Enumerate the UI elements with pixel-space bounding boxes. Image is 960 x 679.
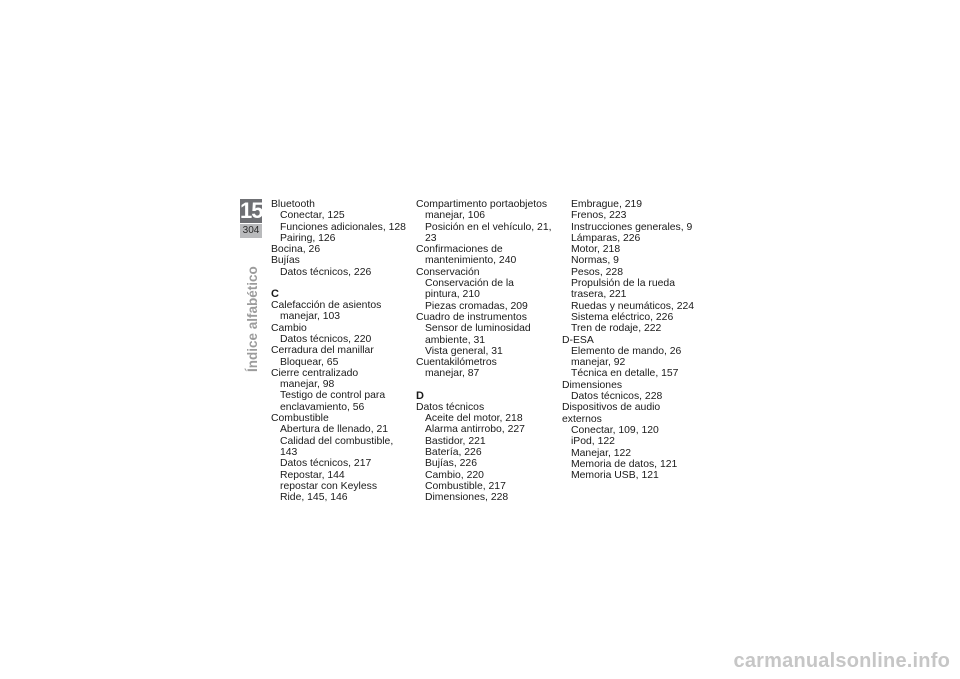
index-subentry: Lámparas, 226 xyxy=(571,232,641,244)
index-subentry: Elemento de mando, 26 xyxy=(571,345,682,357)
index-subentry: iPod, 122 xyxy=(571,436,615,448)
index-subentry: Conservación de la xyxy=(425,278,514,290)
index-entry: Confirmaciones de xyxy=(416,244,503,256)
index-subentry: Testigo de control para xyxy=(280,390,386,402)
index-letter-heading: D xyxy=(416,389,424,402)
index-subentry: manejar, 106 xyxy=(425,210,486,222)
index-entry: Bluetooth xyxy=(271,199,315,210)
index-subentry: Normas, 9 xyxy=(571,255,619,267)
index-subentry: Datos técnicos, 226 xyxy=(280,266,372,278)
index-subentry: Embrague, 219 xyxy=(571,199,643,210)
index-subentry: Piezas cromadas, 209 xyxy=(425,300,528,312)
index-entry: Bujías xyxy=(271,255,300,267)
index-subentry: Conectar, 109, 120 xyxy=(571,424,659,436)
index-subentry: Instrucciones generales, 9 xyxy=(571,221,693,233)
index-subentry: Datos técnicos, 217 xyxy=(280,458,372,470)
index-entry: Dispositivos de audio externos xyxy=(562,402,661,425)
index-entry: Cuadro de instrumentos xyxy=(416,311,527,323)
index-entry: Conservación xyxy=(416,266,480,278)
watermark: carmanualsonline.info xyxy=(733,650,950,672)
index-column-3 xyxy=(562,199,702,481)
index-entry: Compartimento portaobjetos xyxy=(416,199,548,210)
index-subentry: manejar, 103 xyxy=(280,311,341,323)
index-column-2 xyxy=(416,199,556,503)
index-subentry: Propulsión de la rueda xyxy=(571,278,675,290)
index-subentry: Frenos, 223 xyxy=(571,210,627,222)
index-column-1 xyxy=(271,199,411,503)
index-subentry: Bujías, 226 xyxy=(425,458,477,470)
index-subentry: Motor, 218 xyxy=(571,244,621,256)
index-subentry: Funciones adicionales, 128 xyxy=(280,221,406,233)
index-subentry: Ride, 145, 146 xyxy=(280,492,348,504)
index-subentry: Cambio, 220 xyxy=(425,469,484,481)
index-subentry: manejar, 92 xyxy=(571,357,626,369)
index-subentry: Tren de rodaje, 222 xyxy=(571,323,662,335)
index-subentry: Pesos, 228 xyxy=(571,266,623,278)
index-subentry: Calidad del combustible, 143 xyxy=(280,435,394,458)
index-subentry: Alarma antirrobo, 227 xyxy=(425,424,525,436)
index-subentry: Bastidor, 221 xyxy=(425,435,486,447)
index-subentry: Bloquear, 65 xyxy=(280,356,339,368)
index-subentry: Vista general, 31 xyxy=(425,345,503,357)
chapter-number: 15 xyxy=(240,198,263,223)
index-letter-heading: C xyxy=(271,288,279,301)
index-entry: Dimensiones xyxy=(562,379,623,391)
chapter-tab xyxy=(240,199,262,238)
index-subentry: Datos técnicos, 220 xyxy=(280,333,372,345)
index-subentry: Pairing, 126 xyxy=(280,232,336,244)
index-entry: Datos técnicos xyxy=(416,401,485,413)
index-subentry: repostar con Keyless xyxy=(280,480,378,492)
index-subentry: Sensor de luminosidad xyxy=(425,323,531,335)
index-subentry: Memoria USB, 121 xyxy=(571,470,659,482)
index-entry: Combustible xyxy=(271,413,329,425)
index-entry: Cuentakilómetros xyxy=(416,357,497,369)
index-subentry: mantenimiento, 240 xyxy=(425,255,517,267)
index-subentry: Repostar, 144 xyxy=(280,469,345,481)
index-subentry: pintura, 210 xyxy=(425,289,480,301)
index-subentry: Combustible, 217 xyxy=(425,480,506,492)
index-subentry: Sistema eléctrico, 226 xyxy=(571,311,674,323)
index-subentry: Dimensiones, 228 xyxy=(425,492,509,504)
index-subentry: trasera, 221 xyxy=(571,289,627,301)
index-subentry: Batería, 226 xyxy=(425,446,482,458)
index-subentry: Datos técnicos, 228 xyxy=(571,391,663,403)
index-entry: Cerradura del manillar xyxy=(271,345,374,357)
index-entry: Bocina, 26 xyxy=(271,244,321,256)
index-subentry: Ruedas y neumáticos, 224 xyxy=(571,300,695,312)
index-subentry: Posición en el vehículo, 21, 23 xyxy=(425,221,552,244)
index-subentry: manejar, 98 xyxy=(280,379,335,391)
index-subentry: Conectar, 125 xyxy=(280,210,345,222)
index-entry: D-ESA xyxy=(562,334,594,346)
index-subentry: manejar, 87 xyxy=(425,368,480,380)
index-subentry: enclavamiento, 56 xyxy=(280,401,365,413)
index-subentry: Manejar, 122 xyxy=(571,447,632,459)
index-subentry: Técnica en detalle, 157 xyxy=(571,368,679,380)
page-number: 304 xyxy=(240,224,262,238)
index-subentry: Memoria de datos, 121 xyxy=(571,458,678,470)
index-subentry: ambiente, 31 xyxy=(425,334,486,346)
index-entry: Cambio xyxy=(271,322,307,334)
index-subentry: Abertura de llenado, 21 xyxy=(280,424,389,436)
index-entry: Cierre centralizado xyxy=(271,367,359,379)
section-title: Índice alfabético xyxy=(245,266,260,372)
index-subentry: Aceite del motor, 218 xyxy=(425,413,523,425)
index-entry: Calefacción de asientos xyxy=(271,300,382,312)
